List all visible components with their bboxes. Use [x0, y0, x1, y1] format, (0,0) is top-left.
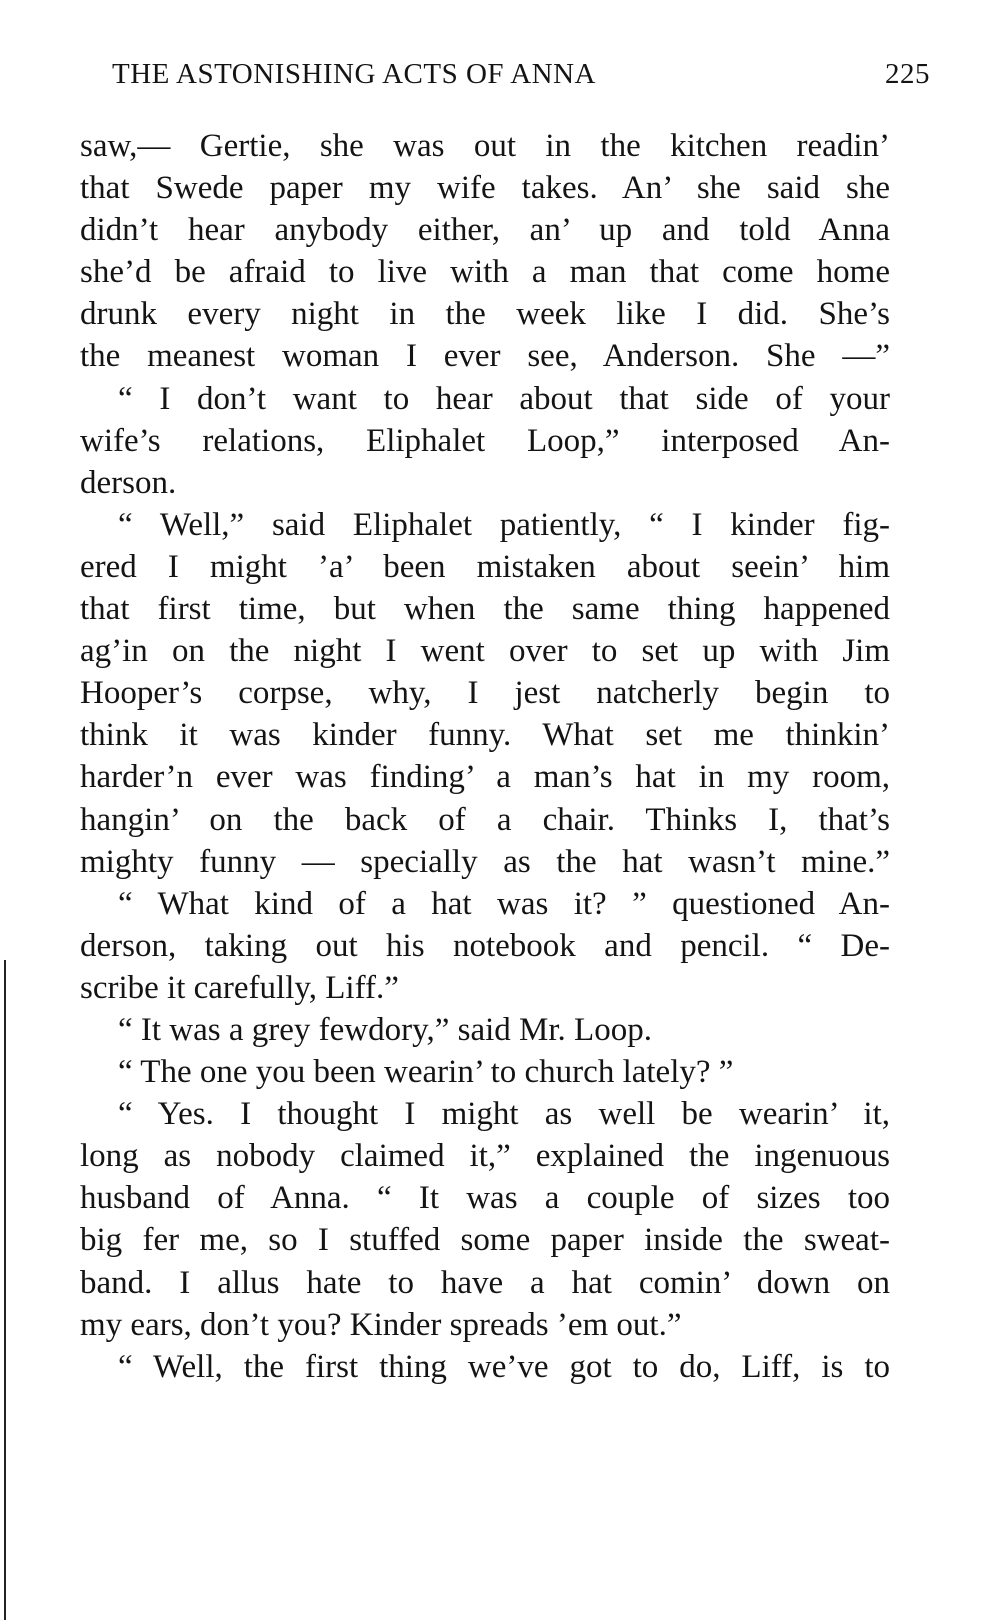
binding-edge-line: [4, 960, 6, 1620]
text-line: drunk every night in the week like I did. She’s: [80, 296, 890, 333]
text-line: “ Well, the first thing we’ve got to do, Liff, is to: [118, 1348, 890, 1385]
page-number: 225: [885, 58, 930, 90]
text-line: think it was kinder funny. What set me thinkin’: [80, 717, 890, 754]
body-text: [80, 125, 890, 1388]
text-line: Hooper’s corpse, why, I jest natcherly begin to: [80, 675, 890, 712]
text-line: scribe it carefully, Liff.”: [80, 969, 399, 1006]
text-line: long as nobody claimed it,” explained the ingenuous: [80, 1138, 890, 1175]
text-line: the meanest woman I ever see, Anderson. She —”: [80, 338, 890, 375]
text-line: my ears, don’t you? Kinder spreads ’em out.”: [80, 1306, 682, 1343]
text-line: harder’n ever was finding’ a man’s hat in my room,: [80, 759, 890, 796]
text-line: that first time, but when the same thing happened: [80, 591, 890, 628]
text-line: husband of Anna. “ It was a couple of sizes too: [80, 1180, 890, 1217]
text-line: didn’t hear anybody either, an’ up and told Anna: [80, 212, 890, 249]
text-line: derson, taking out his notebook and pencil. “ De-: [80, 927, 890, 964]
text-line: she’d be afraid to live with a man that come home: [80, 254, 890, 291]
text-line: derson.: [80, 464, 177, 501]
running-title: THE ASTONISHING ACTS OF ANNA: [112, 58, 596, 90]
text-line: saw,— Gertie, she was out in the kitchen readin’: [80, 128, 890, 164]
text-line: band. I allus hate to have a hat comin’ down on: [80, 1264, 890, 1301]
text-line: hangin’ on the back of a chair. Thinks I, that’s: [80, 801, 890, 838]
text-line: mighty funny — specially as the hat wasn’t mine.”: [80, 843, 890, 880]
text-line: “ I don’t want to hear about that side of your: [118, 380, 890, 417]
text-line: “ The one you been wearin’ to church lately? ”: [118, 1054, 734, 1091]
page-header: [112, 58, 930, 98]
text-line: big fer me, so I stuffed some paper inside the sweat-: [80, 1222, 890, 1259]
text-line: “ Well,” said Eliphalet patiently, “ I kinder fig-: [118, 506, 890, 543]
text-line: “ Yes. I thought I might as well be wearin’ it,: [118, 1096, 890, 1133]
text-line: that Swede paper my wife takes. An’ she said she: [80, 170, 890, 207]
text-line: ered I might ’a’ been mistaken about seein’ him: [80, 548, 890, 585]
text-line: ag’in on the night I went over to set up with Jim: [80, 633, 890, 670]
text-line: wife’s relations, Eliphalet Loop,” interposed An-: [80, 422, 890, 459]
text-line: “ What kind of a hat was it? ” questioned An-: [118, 885, 890, 922]
text-line: “ It was a grey fewdory,” said Mr. Loop.: [118, 1011, 652, 1048]
